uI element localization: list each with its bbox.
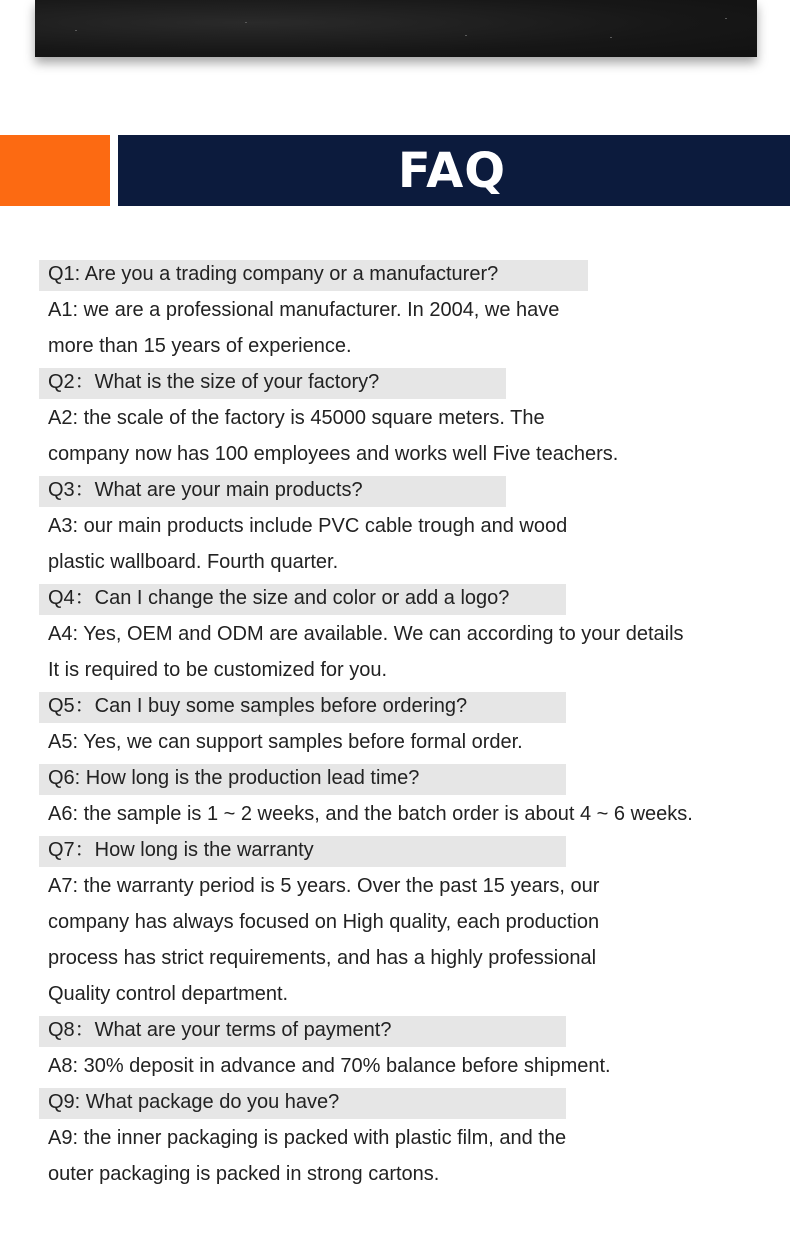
faq-answer-2-line-1: A2: the scale of the factory is 45000 square meters. The xyxy=(48,407,545,429)
faq-list xyxy=(0,256,790,1192)
faq-answer-7-line-1: A7: the warranty period is 5 years. Over the past 15 years, our xyxy=(48,875,600,897)
faq-answer-3-line-1: A3: our main products include PVC cable trough and wood xyxy=(48,515,568,537)
faq-banner xyxy=(118,135,790,206)
faq-question-3: Q3：What are your main products? xyxy=(0,472,790,508)
faq-answer-4-line-1: A4: Yes, OEM and ODM are available. We can according to your details xyxy=(48,623,684,645)
faq-question-2: Q2：What is the size of your factory? xyxy=(0,364,790,400)
faq-answer-8-line-1: A8: 30% deposit in advance and 70% balance before shipment. xyxy=(48,1055,611,1077)
faq-question-6: Q6: How long is the production lead time? xyxy=(0,760,790,796)
faq-answer-1-line-2: more than 15 years of experience. xyxy=(48,335,352,357)
faq-answer-1-line-1: A1: we are a professional manufacturer. In 2004, we have xyxy=(48,299,560,321)
faq-question-1: Q1: Are you a trading company or a manufacturer? xyxy=(0,256,790,292)
product-photo-bottom-edge xyxy=(35,0,757,57)
faq-answer-9-line-1: A9: the inner packaging is packed with plastic film, and the xyxy=(48,1127,567,1149)
faq-answer-4-line-2: It is required to be customized for you. xyxy=(48,659,388,681)
faq-question-8: Q8：What are your terms of payment? xyxy=(0,1012,790,1048)
banner-accent-block xyxy=(0,135,110,206)
faq-answer-7-line-2: company has always focused on High quality, each production xyxy=(48,911,600,933)
faq-answer-3-line-2: plastic wallboard. Fourth quarter. xyxy=(48,551,339,573)
faq-answer-2-line-2: company now has 100 employees and works well Five teachers. xyxy=(48,443,619,465)
banner-title: FAQ xyxy=(397,142,507,199)
faq-answer-9-line-2: outer packaging is packed in strong cartons. xyxy=(48,1163,440,1185)
faq-answer-6-line-1: A6: the sample is 1 ~ 2 weeks, and the batch order is about 4 ~ 6 weeks. xyxy=(48,803,693,825)
faq-question-7: Q7：How long is the warranty xyxy=(0,832,790,868)
faq-answer-5-line-1: A5: Yes, we can support samples before formal order. xyxy=(48,731,523,753)
faq-question-4: Q4：Can I change the size and color or add a logo? xyxy=(0,580,790,616)
faq-answer-7-line-4: Quality control department. xyxy=(48,983,289,1005)
faq-answer-7-line-3: process has strict requirements, and has a highly professional xyxy=(48,947,597,969)
faq-question-9: Q9: What package do you have? xyxy=(0,1084,790,1120)
faq-question-5: Q5：Can I buy some samples before ordering? xyxy=(0,688,790,724)
